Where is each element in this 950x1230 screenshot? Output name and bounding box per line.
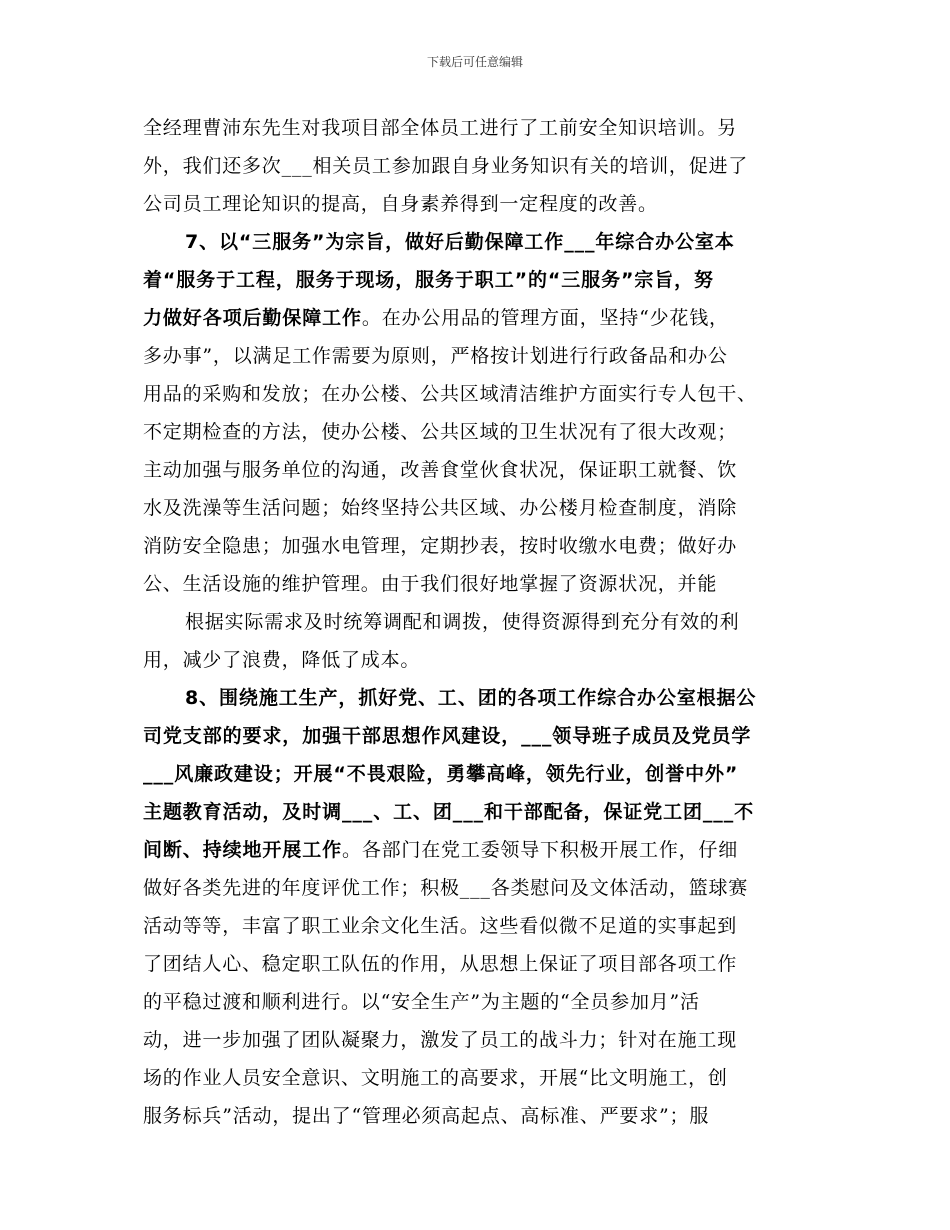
body-line: 了团结人心、稳定职工队伍的作用，从思想上保证了项目部各项工作 bbox=[143, 953, 738, 975]
section-heading-8-cont: 主题教育活动，及时调___、工、团___和干部配备，保证党工团___不 bbox=[143, 801, 755, 823]
body-line: 消防安全隐患；加强水电管理，定期抄表，按时收缴水电费；做好办 bbox=[143, 535, 738, 557]
body-line: 服务标兵”活动，提出了“管理必须高起点、高标准、严要求”；服 bbox=[143, 1105, 710, 1127]
body-line: 根据实际需求及时统筹调配和调拨，使得资源得到充分有效的利 bbox=[185, 611, 740, 633]
body-line: 力做好各项后勤保障工作。在办公用品的管理方面，坚持“少花钱， bbox=[143, 307, 729, 329]
page-header: 下载后可任意编辑 bbox=[426, 55, 523, 69]
body-line: 做好各类先进的年度评优工作；积极___各类慰问及文体活动，篮球赛 bbox=[143, 877, 749, 899]
body-line: 动，进一步加强了团队凝聚力，激发了员工的战斗力；针对在施工现 bbox=[143, 1029, 738, 1051]
body-line: 间断、持续地开展工作。各部门在党工委领导下积极开展工作，仔细 bbox=[143, 839, 739, 861]
body-line: 的平稳过渡和顺利进行。以“安全生产”为主题的“全员参加月”活 bbox=[143, 991, 700, 1013]
section-heading-8-cont: ___风廉政建设；开展“不畏艰险，勇攀高峰，领先行业，创誉中外” bbox=[143, 763, 739, 785]
body-line: 多办事”，以满足工作需要为原则，严格按计划进行行政备品和办公 bbox=[143, 345, 728, 367]
section-heading-7-cont: 着“服务于工程，服务于现场，服务于职工”的“三服务”宗旨，努 bbox=[143, 269, 714, 291]
body-line: 公司员工理论知识的提高，自身素养得到一定程度的改善。 bbox=[143, 193, 658, 215]
body-line: 活动等等，丰富了职工业余文化生活。这些看似微不足道的实事起到 bbox=[143, 915, 738, 937]
body-line: 场的作业人员安全意识、文明施工的高要求，开展“比文明施工，创 bbox=[143, 1067, 728, 1089]
section-heading-7: 7、以“三服务”为宗旨，做好后勤保障工作___年综合办公室本 bbox=[185, 231, 735, 253]
body-line: 用品的采购和发放；在办公楼、公共区域清洁维护方面实行专人包干、 bbox=[143, 383, 757, 405]
body-line: 水及洗澡等生活问题；始终坚持公共区域、办公楼月检查制度，消除 bbox=[143, 497, 738, 519]
body-line: 公、生活设施的维护管理。由于我们很好地掌握了资源状况，并能 bbox=[143, 573, 718, 595]
body-line: 主动加强与服务单位的沟通，改善食堂伙食状况，保证职工就餐、饮 bbox=[143, 459, 738, 481]
body-line: 用，减少了浪费，降低了成本。 bbox=[143, 649, 421, 671]
section-heading-8: 8、围绕施工生产，抓好党、工、团的各项工作综合办公室根据公 bbox=[185, 687, 757, 709]
section-heading-8-cont: 司党支部的要求，加强干部思想作风建设，___领导班子成员及党员学 bbox=[143, 725, 752, 747]
body-line: 全经理曹沛东先生对我项目部全体员工进行了工前安全知识培训。另 bbox=[143, 117, 738, 139]
body-line: 外，我们还多次___相关员工参加跟自身业务知识有关的培训，促进了 bbox=[143, 155, 749, 177]
body-line: 不定期检查的方法，使办公楼、公共区域的卫生状况有了很大改观； bbox=[143, 421, 738, 443]
